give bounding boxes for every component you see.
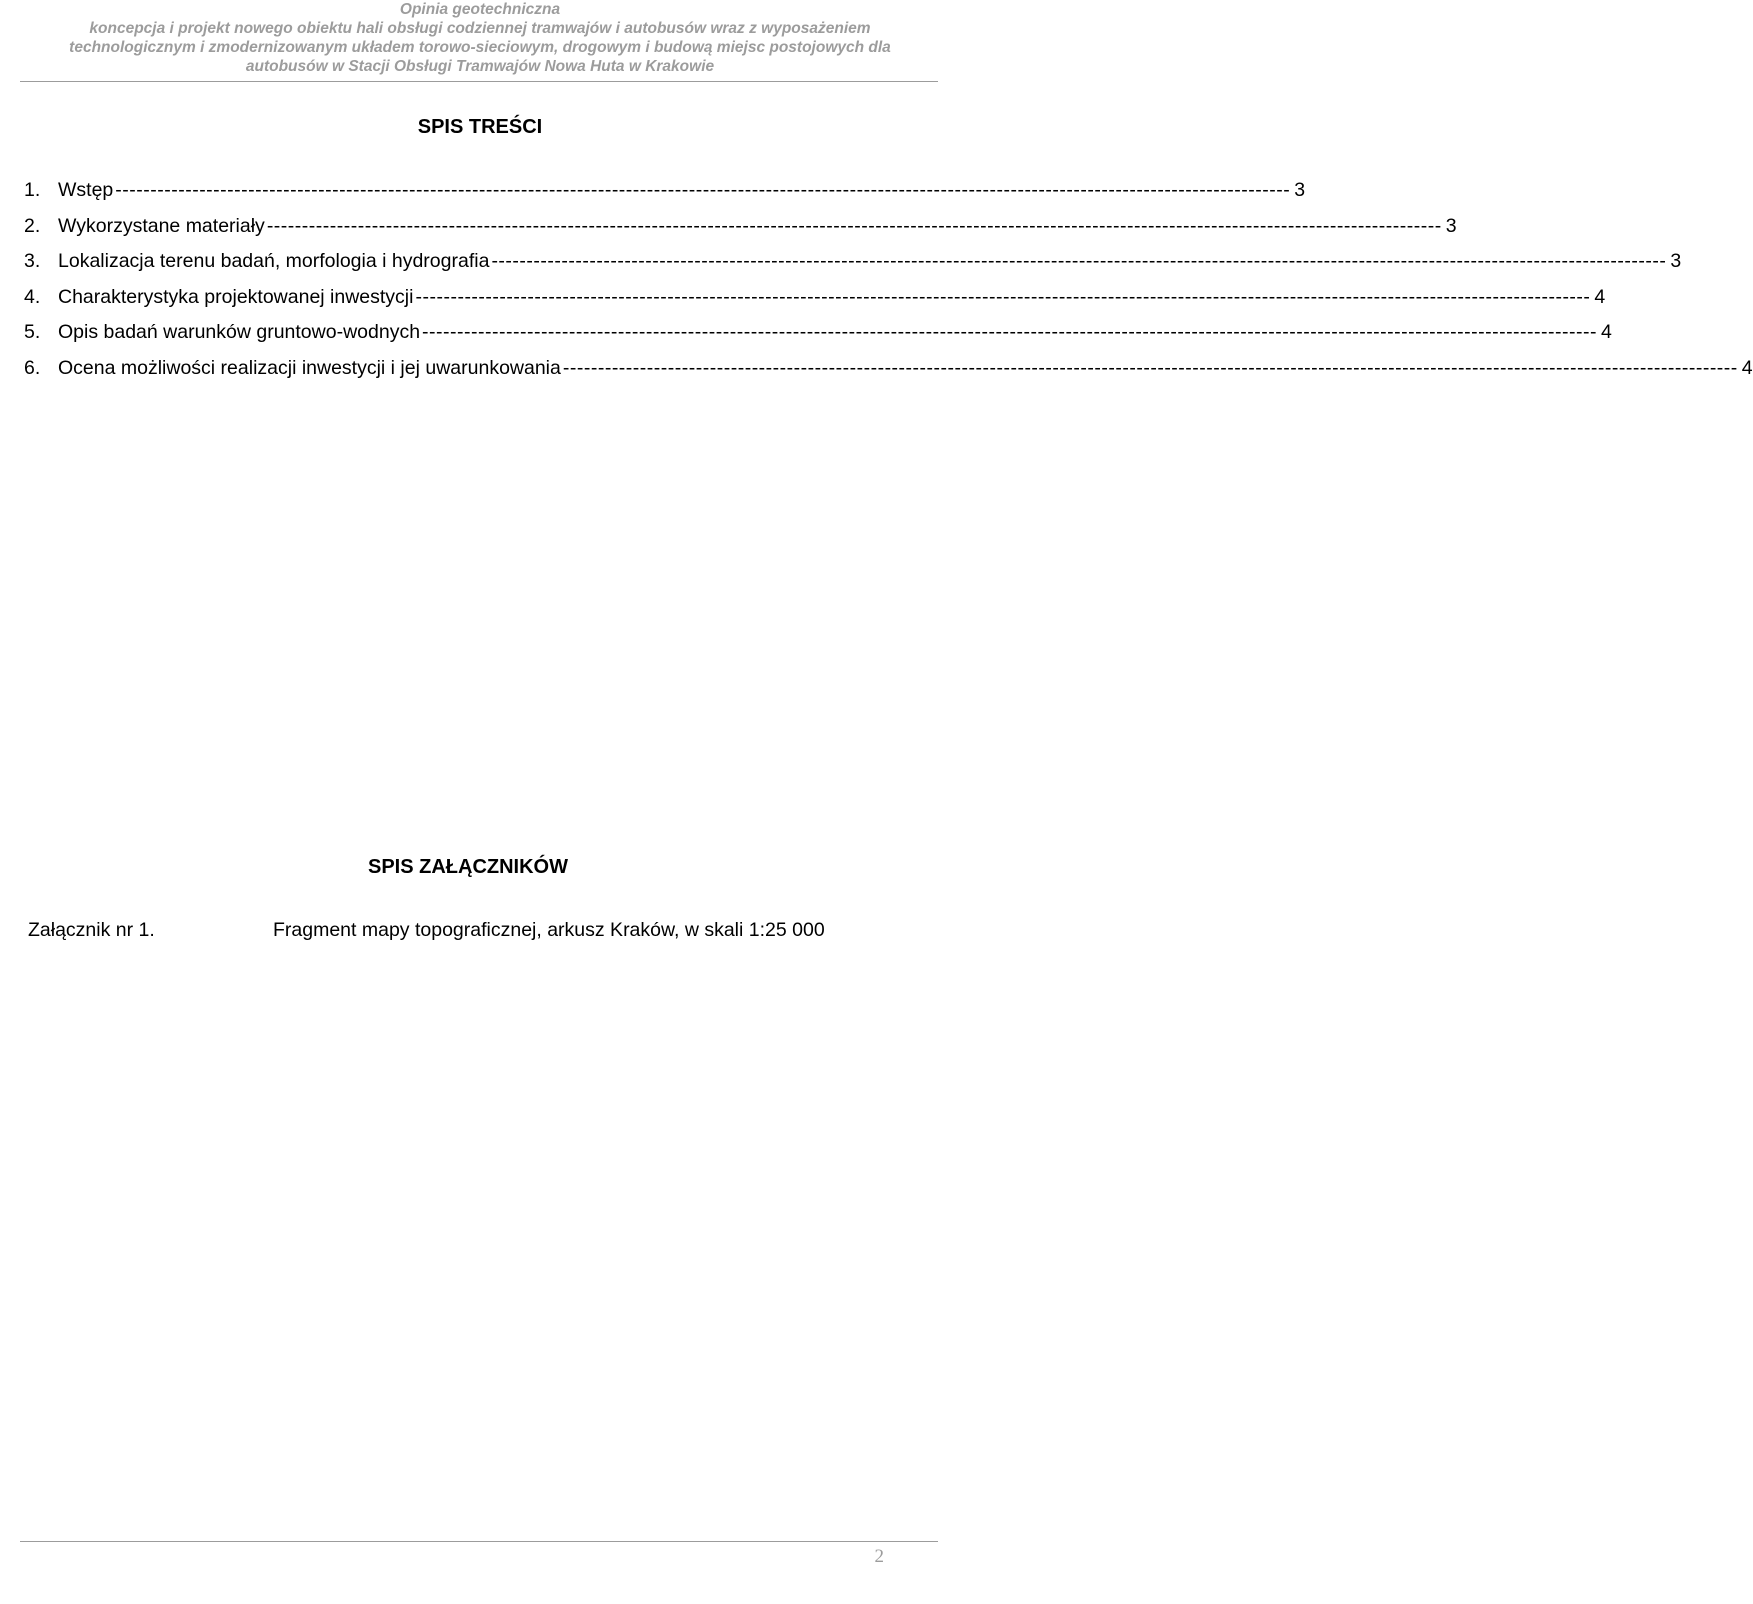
header-title: Opinia geotechniczna [399, 1, 561, 18]
document-header [0, 0, 960, 76]
toc-entry-text: Opis badań warunków gruntowo-wodnych [58, 321, 421, 344]
header-subtitle-line-2: technologicznym i zmodernizowanym układem torowo-sieciowym, drogowym i budową miejsc postojowych dla [69, 39, 891, 56]
header-subtitle-line-1: koncepcja i projekt nowego obiektu hali obsługi codziennej tramwajów i autobusów wraz z wyposażeniem [89, 20, 871, 37]
toc-entry-page: 3 [1445, 214, 1457, 237]
toc-dot-leader: ------------------------------------------------------------------------------------------------------------------------------------------------------------------------ [422, 321, 1597, 344]
toc-entry-page: 3 [1294, 179, 1306, 201]
toc-entry-text: Lokalizacja terenu badań, morfologia i hydrografia [58, 250, 490, 273]
toc-entry[interactable] [24, 214, 1457, 250]
toc-entry[interactable] [24, 356, 1753, 392]
attachments-title: SPIS ZAŁĄCZNIKÓW [368, 856, 568, 878]
toc-entry-number: 5. [24, 321, 41, 344]
table-of-contents [24, 178, 1753, 392]
toc-entry-number: 6. [24, 356, 41, 379]
footer-divider [20, 1541, 938, 1542]
toc-dot-leader: ------------------------------------------------------------------------------------------------------------------------------------------------------------------------ [266, 214, 1442, 237]
header-subtitle-line-3: autobusów w Stacji Obsługi Tramwajów Nowa Huta w Krakowie [245, 58, 715, 75]
toc-dot-leader: ------------------------------------------------------------------------------------------------------------------------------------------------------------------------ [562, 356, 1738, 379]
toc-title: SPIS TREŚCI [417, 116, 543, 138]
toc-entry[interactable] [24, 285, 1606, 321]
toc-entry-text: Wstęp [58, 179, 114, 201]
toc-entry-page: 4 [1741, 356, 1753, 379]
toc-entry-page: 4 [1600, 321, 1612, 344]
toc-entry-page: 3 [1670, 250, 1682, 273]
toc-entry-page: 4 [1594, 285, 1606, 308]
toc-entry[interactable] [24, 178, 1306, 214]
toc-entry[interactable] [24, 249, 1682, 285]
attachment-description: Fragment mapy topograficznej, arkusz Kraków, w skali 1:25 000 [273, 919, 825, 941]
page-number: 2 [874, 1546, 884, 1567]
toc-entry-text: Ocena możliwości realizacji inwestycji i jej uwarunkowania [58, 356, 561, 379]
toc-entry[interactable] [24, 320, 1612, 356]
toc-entry-text: Charakterystyka projektowanej inwestycji [58, 285, 414, 308]
header-divider [20, 81, 938, 82]
toc-entry-text: Wykorzystane materiały [58, 214, 265, 237]
attachment-label: Załącznik nr 1. [28, 919, 155, 941]
toc-dot-leader: ------------------------------------------------------------------------------------------------------------------------------------------------------------------------ [115, 179, 1291, 201]
toc-entry-number: 2. [24, 214, 41, 237]
toc-entry-number: 3. [24, 250, 41, 273]
toc-entry-number: 4. [24, 285, 41, 308]
toc-dot-leader: ------------------------------------------------------------------------------------------------------------------------------------------------------------------------ [491, 250, 1667, 273]
toc-entry-number: 1. [24, 179, 41, 201]
toc-dot-leader: ------------------------------------------------------------------------------------------------------------------------------------------------------------------------ [415, 285, 1591, 308]
